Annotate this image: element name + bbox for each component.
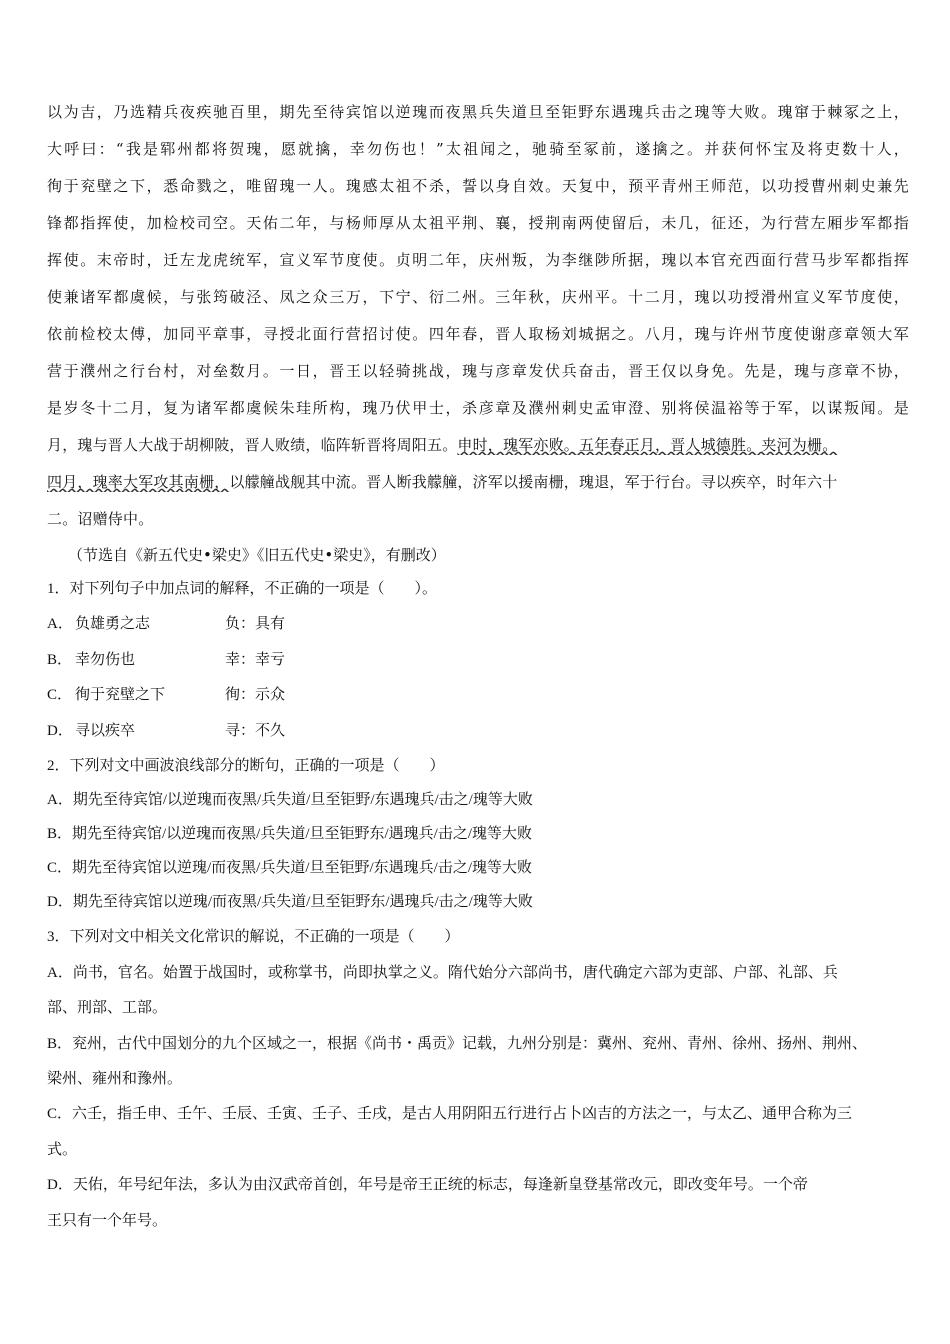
question-3-option-c-line-1: C．六壬，指壬申、壬午、壬辰、壬寅、壬子、壬戌，是古人用阴阳五行进行占卜凶吉的方法之一，与太乙、通甲合称为三 <box>47 1106 853 1122</box>
passage-line-11-tail: 以艨艟战舰其中流。晋人断我艨艟，济军以援南栅，瑰退，军于行台。寻以疾卒，时年六十 <box>229 473 838 491</box>
question-3-option-c-line-2: 式。 <box>47 1142 78 1158</box>
passage-line-6: 使兼诸军都虞候，与张筠破泾、凤之众三万，下宁、衍二州。三年秋，庆州平。十二月，瑰以功授滑州宣义军节度使， <box>47 288 909 306</box>
option-letter: A． <box>47 616 73 632</box>
option-sentence: 幸勿伤也 <box>75 652 136 668</box>
passage-line-11 <box>47 472 909 492</box>
option-letter: C． <box>47 687 73 703</box>
question-2-stem: 2．下列对文中画波浪线部分的断句，正确的一项是（ ） <box>47 758 445 774</box>
passage-line-3: 徇于兖壁之下，悉命戮之，唯留瑰一人。瑰感太祖不杀，誓以身自效。天复中，预平青州王师范，以功授曹州刺史兼先 <box>47 177 909 195</box>
option-gloss: 幸：幸亏 <box>225 652 286 668</box>
question-1-option-d <box>47 721 917 741</box>
question-3-option-a-line-1: A．尚书，官名。始置于战国时，或称掌书，尚即执掌之义。隋代始分六部尚书，唐代确定六部为吏部、户部、礼部、兵 <box>47 965 838 981</box>
wavy-underlined-text: 申时，瑰军亦败。五年春正月，晋人城德胜。夹河为栅。 <box>457 436 838 454</box>
question-3-stem: 3．下列对文中相关文化常识的解说，不正确的一项是（ ） <box>47 929 460 945</box>
passage-line-2: 大呼曰：“我是郓州都将贺瑰，愿就擒，幸勿伤也！”太祖闻之，驰骑至冢前，遂擒之。并获何怀宝及将吏数十人， <box>47 140 909 158</box>
option-sentence: 负雄勇之志 <box>75 616 151 632</box>
passage-line-8: 营于濮州之行台村，对垒数月。一日，晋王以轻骑挑战，瑰与彦章发伏兵奋击，晋王仅以身免。先是，瑰与彦章不协， <box>47 362 909 380</box>
question-3-option-b-line-1: B．兖州，古代中国划分的九个区域之一，根据《尚书・禹贡》记载，九州分别是：冀州、兖州、青州、徐州、扬州、荆州、 <box>47 1036 868 1052</box>
question-2-option-d: D．期先至待宾馆以逆瑰/而夜黑/兵失道/旦至钜野东/遇瑰兵/击之/瑰等大败 <box>47 894 533 910</box>
passage-line-9: 是岁冬十二月，复为诸军都虞候朱珪所构，瑰乃伏甲士，杀彦章及濮州刺史孟审澄、别将侯温裕等于军，以谋叛闻。是 <box>47 399 909 417</box>
question-3-option-d-line-2: 王只有一个年号。 <box>47 1213 168 1229</box>
option-letter: B． <box>47 652 73 668</box>
passage-line-10 <box>47 435 909 455</box>
option-sentence: 徇于兖壁之下 <box>75 687 166 703</box>
question-2-option-b: B．期先至待宾馆/以逆瑰而夜黑/兵失道/旦至钜野东/遇瑰兵/击之/瑰等大败 <box>47 826 533 842</box>
option-sentence: 寻以疾卒 <box>75 723 136 739</box>
passage-line-1: 以为吉，乃选精兵夜疾驰百里，期先至待宾馆以逆瑰而夜黑兵失道旦至钜野东遇瑰兵击之瑰等大败。瑰窜于棘冢之上， <box>47 103 909 121</box>
wavy-underlined-text: 四月，瑰率大军攻其南栅， <box>47 473 230 491</box>
option-letter: D． <box>47 723 73 739</box>
question-3-option-b-line-2: 梁州、雍州和豫州。 <box>47 1071 183 1087</box>
passage-line-7: 依前检校太傅，加同平章事，寻授北面行营招讨使。四年春，晋人取杨刘城据之。八月，瑰与许州节度使谢彦章领大军 <box>47 325 909 343</box>
question-3-option-a-line-2: 部、刑部、工部。 <box>47 1000 168 1016</box>
question-1-option-b <box>47 650 917 670</box>
passage-line-12: 二。诏赠侍中。 <box>47 510 154 528</box>
question-2-option-c: C．期先至待宾馆以逆瑰/而夜黑/兵失道/旦至钜野/东遇瑰兵/击之/瑰等大败 <box>47 860 533 876</box>
passage-line-10-head: 月，瑰与晋人大战于胡柳陂，晋人败绩，临阵斩晋将周阳五。 <box>47 436 458 454</box>
passage-line-5: 挥使。末帝时，迁左龙虎统军，宣义军节度使。贞明二年，庆州叛，为李继陟所据，瑰以本官充西面行营马步军都指挥 <box>47 251 909 269</box>
option-gloss: 寻：不久 <box>225 723 286 739</box>
option-gloss: 负：具有 <box>225 616 286 632</box>
question-1-option-c <box>47 685 917 705</box>
option-gloss: 徇：示众 <box>225 687 286 703</box>
question-1-option-a <box>47 614 917 634</box>
question-3-option-d-line-1: D．天佑，年号纪年法，多认为由汉武帝首创，年号是帝王正统的标志，每逢新皇登基常改元，即改变年号。一个帝 <box>47 1177 808 1193</box>
question-1-stem: 1．对下列句子中加点词的解释，不正确的一项是（ ）。 <box>47 581 438 597</box>
passage-line-4: 锋都指挥使，加检校司空。天佑二年，与杨师厚从太祖平荆、襄，授荆南两使留后，未几，征还，为行营左厢步军都指 <box>47 214 909 232</box>
question-2-option-a: A．期先至待宾馆/以逆瑰而夜黑/兵失道/旦至钜野/东遇瑰兵/击之/瑰等大败 <box>47 792 533 808</box>
passage-source: （节选自《新五代史•梁史》《旧五代史•梁史》，有删改） <box>68 546 446 564</box>
